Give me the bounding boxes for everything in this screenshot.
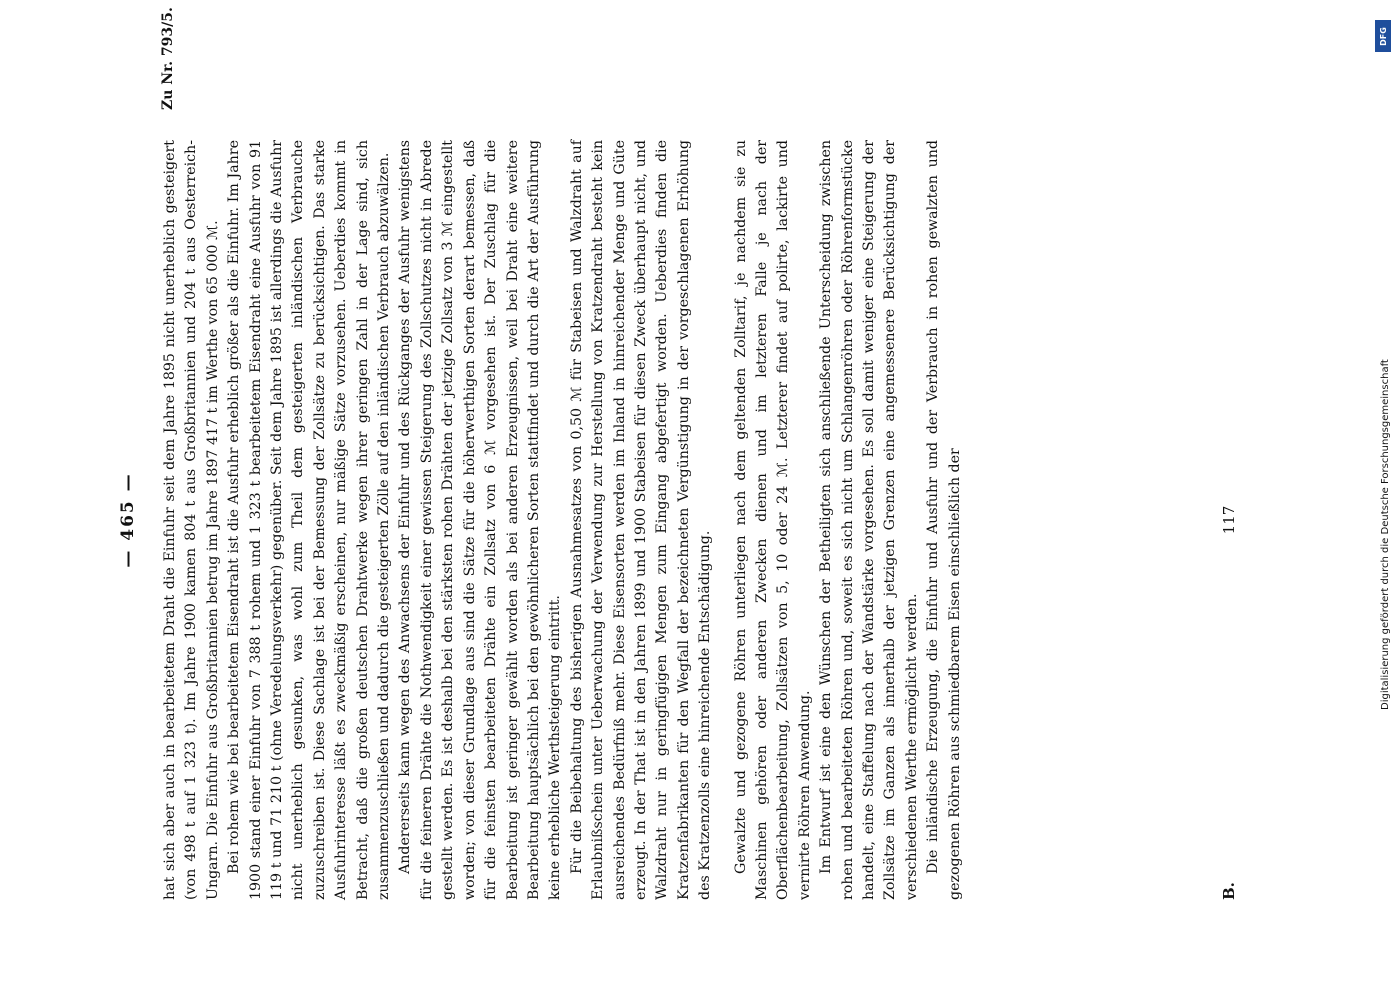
paragraph: Für die Beibehaltung des bisherigen Ausnahmesatzes von 0,50 ℳ für Stabeisen und Walzdraht auf Erlaubnißschein unter Ueberwachung der Verwendung zur Herstellung von Kratzendraht besteht kein ausreichendes Bedürfniß mehr. Diese Eisensorten werden im Inland in hinreichender Menge und Güte erzeugt. In der That ist in den Jahren 1899 und 1900 Stabeisen für diesen Zweck überhaupt nicht, und Walzdraht nur in geringfügigen Mengen zum Eingang abgefertigt worden. Ueberdies finden die Kratzenfabrikanten für den Wegfall der bezeichneten Vergünstigung in der vorgeschlagenen Erhöhung des Kratzenzolls eine hinreichende Entschädigung. bbox=[568, 140, 714, 900]
page-number-header: — 465 — bbox=[118, 472, 138, 568]
signature-mark: B. bbox=[1220, 882, 1238, 900]
paragraph: Gewalzte und gezogene Röhren unterliegen nach dem geltenden Zolltarif, je nachdem sie zu Maschinen gehören oder anderen Zwecken dienen und im letzteren Falle je nach der Oberflächenbearbeitung, Zollsätzen von 5, 10 oder 24 ℳ. Letzterer findet auf polirte, lackirte und vernirte Röhren Anwendung. bbox=[732, 140, 813, 900]
paragraph: Die inländische Erzeugung, die Einfuhr und Ausfuhr und der Verbrauch in rohen gewalzten und gezogenen Röhren aus schmiedbarem Eisen einschließlich der bbox=[925, 140, 963, 900]
sheet-number: 117 bbox=[1220, 505, 1238, 535]
rotated-page-content bbox=[118, 7, 1250, 900]
paragraph: Andererseits kann wegen des Anwachsens der Einfuhr und des Rückganges der Ausfuhr wenigstens für die feineren Drähte die Nothwendigkeit einer gewissen Steigerung des Zollschutzes nicht in Abrede gestellt werden. Es ist deshalb bei den stärksten rohen Drähten der jetzige Zollsatz von 3 ℳ eingestellt worden; von dieser Grundlage aus sind die Sätze für die höherwerthigen Sorten derart bemessen, daß für die feinsten bearbeiteten Drähte ein Zollsatz von 6 ℳ vorgesehen ist. Der Zuschlag für die Bearbeitung ist geringer gewählt worden als bei anderen Erzeugnissen, weil bei Draht eine weitere Bearbeitung hauptsächlich bei den gewöhnlicheren Sorten stattfindet und durch die Art der Ausführung keine erhebliche Werthsteigerung eintritt. bbox=[397, 140, 564, 900]
dfg-watermark bbox=[1376, 20, 1392, 710]
dfg-logo: DFG bbox=[1375, 20, 1391, 52]
paragraph: Bei rohem wie bei bearbeitetem Eisendraht ist die Ausfuhr erheblich größer als die Einfuhr. Im Jahre 1900 stand einer Einfuhr von 7 388 t rohem und 1 323 t bearbeitetem Eisendraht eine Ausfuhr von 91 119 t und 71 210 t (ohne Veredelungsverkehr) gegenüber. Seit dem Jahre 1895 ist allerdings die Ausfuhr nicht unerheblich gesunken, was wohl zum Theil dem gesteigerten inländischen Verbrauche zuzuschreiben ist. Diese Sachlage ist bei der Bemessung der Zollsätze zu berücksichtigen. Das starke Ausfuhrinteresse läßt es zweckmäßig erscheinen, nur mäßige Sätze vorzusehen. Ueberdies kommt in Betracht, daß die großen deutschen Drahtwerke wegen ihrer geringen Zahl in der Lage sind, sich zusammenzuschließen und dadurch die gesteigerten Zölle auf den inländischen Verbrauch abzuwälzen. bbox=[226, 140, 393, 900]
text-column bbox=[160, 140, 966, 900]
margin-note-text: Zu Nr. 793/5. bbox=[160, 7, 176, 110]
paragraph: Im Entwurf ist eine den Wünschen der Betheiligten sich anschließende Unterscheidung zwischen rohen und bearbeiteten Röhren und, soweit es sich nicht um Schlangenröhren oder Röhrenformstücke handelt, eine Staffelung nach der Wandstärke vorgesehen. Es soll damit weniger eine Steigerung der Zollsätze im Ganzen als innerhalb der jetzigen Grenzen eine angemessenere Berücksichtigung der verschiedenen Werthe ermöglicht werden. bbox=[818, 140, 920, 900]
paragraph: hat sich aber auch in bearbeitetem Draht die Einfuhr seit dem Jahre 1895 nicht unerheblich gesteigert (von 498 t auf 1 323 t). Im Jahre 1900 kamen 804 t aus Großbritannien und 204 t aus Oesterreich-Ungarn. Die Einfuhr aus Großbritannien betrug im Jahre 1897 417 t im Werthe von 65 000 ℳ. bbox=[162, 140, 221, 900]
dfg-watermark-text: Digitalisierung gefördert durch die Deutsche Forschungsgemeinschaft bbox=[1380, 359, 1391, 710]
margin-note bbox=[160, 0, 200, 110]
